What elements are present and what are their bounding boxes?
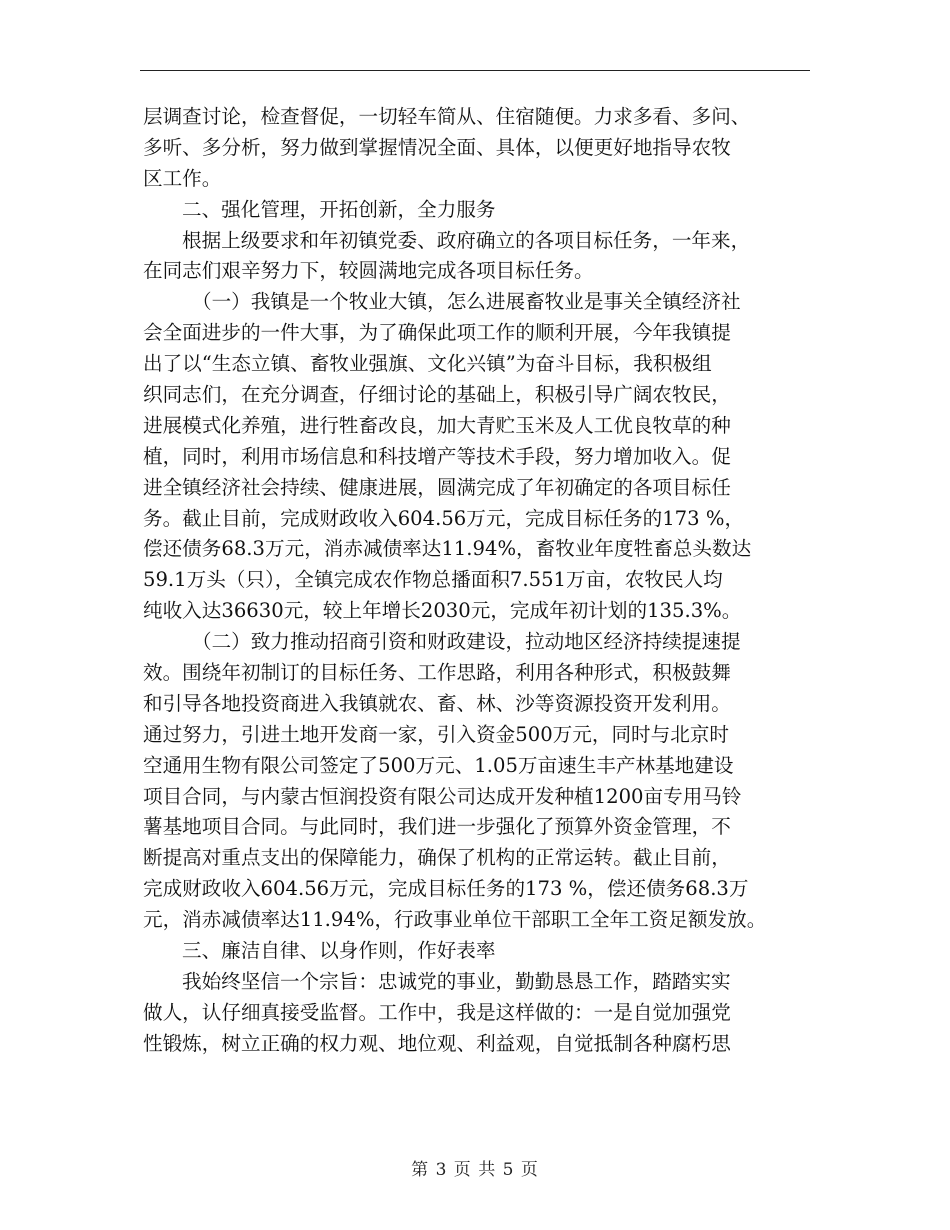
section-heading: 二、强化管理，开拓创新，全力服务 <box>182 197 496 221</box>
text-line: 做人，认仔细真接受监督。工作中，我是这样做的：一是自觉加强党 <box>143 1000 731 1024</box>
header-rule <box>140 70 810 71</box>
text-line: 项目合同，与内蒙古恒润投资有限公司达成开发种植1200亩专用马铃 <box>143 784 742 808</box>
text-line: 通过努力，引进土地开发商一家，引入资金500万元，同时与北京时 <box>143 722 730 746</box>
text-line: 空通用生物有限公司签定了500万元、1.05万亩速生丰产林基地建设 <box>143 753 734 777</box>
text-line: 和引导各地投资商进入我镇就农、畜、林、沙等资源投资开发利用。 <box>143 691 731 715</box>
text-line: 薯基地项目合同。与此同时，我们进一步强化了预算外资金管理，不 <box>143 815 731 839</box>
text-line: 会全面进步的一件大事，为了确保此项工作的顺利开展，今年我镇提 <box>143 321 731 345</box>
text-line: 完成财政收入604.56万元，完成目标任务的173 %，偿还债务68.3万 <box>143 877 749 901</box>
text-line: （一）我镇是一个牧业大镇，怎么进展畜牧业是事关全镇经济社 <box>192 290 741 314</box>
text-line: 59.1万头（只），全镇完成农作物总播面积7.551万亩，农牧民人均 <box>143 568 723 592</box>
text-line: 偿还债务68.3万元，消赤减债率达11.94%，畜牧业年度牲畜总头数达 <box>143 537 752 561</box>
text-line: 性锻炼，树立正确的权力观、地位观、利益观，自觉抵制各种腐朽思 <box>143 1031 731 1055</box>
text-line: 进展模式化养殖，进行牲畜改良，加大青贮玉米及人工优良牧草的种 <box>143 413 731 437</box>
text-line: 区工作。 <box>143 166 222 190</box>
text-line: 织同志们，在充分调查，仔细讨论的基础上，积极引导广阔农牧民， <box>143 383 731 407</box>
page-number-footer: 第 3 页 共 5 页 <box>411 1160 539 1180</box>
text-line: 层调查讨论，检查督促，一切轻车简从、住宿随便。力求多看、多问、 <box>143 105 751 128</box>
text-line: 出了以“生态立镇、畜牧业强旗、文化兴镇”为奋斗目标，我积极组 <box>143 352 712 376</box>
text-line: 多听、多分析，努力做到掌握情况全面、具体，以便更好地指导农牧 <box>143 135 731 159</box>
text-line: 断提高对重点支出的保障能力，确保了机构的正常运转。截止目前， <box>143 846 731 870</box>
text-line: 务。截止目前，完成财政收入604.56万元，完成目标任务的173 %， <box>143 506 745 530</box>
text-line: 我始终坚信一个宗旨：忠诚党的事业，勤勤恳恳工作，踏踏实实 <box>182 969 731 993</box>
text-line: 效。围绕年初制订的目标任务、工作思路，利用各种形式，积极鼓舞 <box>143 661 731 685</box>
text-line: （二）致力推动招商引资和财政建设，拉动地区经济持续提速提 <box>192 630 741 654</box>
text-line: 进全镇经济社会持续、健康进展，圆满完成了年初确定的各项目标任 <box>143 475 731 499</box>
document-body <box>143 102 813 1060</box>
text-line: 根据上级要求和年初镇党委、政府确立的各项目标任务，一年来， <box>182 228 751 252</box>
text-line: 纯收入达36630元，较上年增长2030元，完成年初计划的135.3%。 <box>143 599 742 623</box>
text-line: 植，同时，利用市场信息和科技增产等技术手段，努力增加收入。促 <box>143 444 731 468</box>
text-line: 在同志们艰辛努力下，较圆满地完成各项目标任务。 <box>143 259 594 283</box>
section-heading: 三、廉洁自律、以身作则，作好表率 <box>182 939 496 963</box>
text-line: 元，消赤减债率达11.94%，行政事业单位干部职工全年工资足额发放。 <box>143 908 767 932</box>
